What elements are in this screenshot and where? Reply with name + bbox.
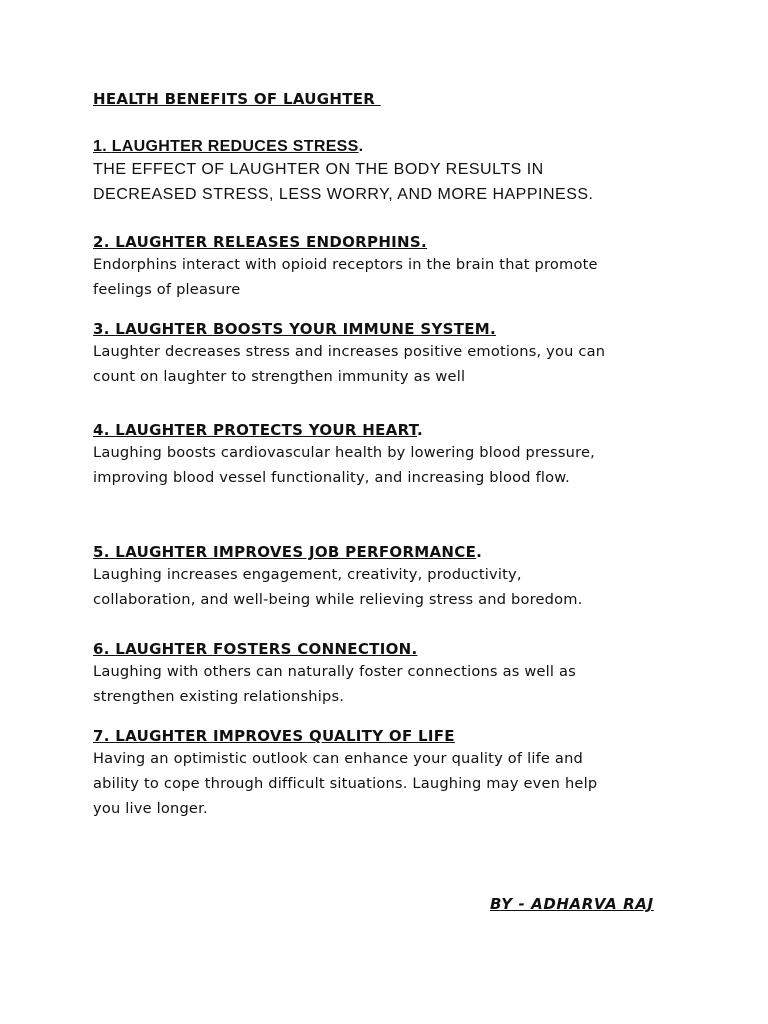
body-line: Laughing increases engagement, creativity, productivity, (93, 566, 522, 583)
section-number: 7 (93, 727, 104, 745)
section-number: 5 (93, 543, 104, 561)
section-heading: 4. LAUGHTER PROTECTS YOUR HEART. (93, 421, 423, 439)
section-heading-trail: . (417, 421, 423, 439)
section-heading-text: LAUGHTER IMPROVES JOB PERFORMANCE (115, 543, 477, 561)
section-1 (93, 138, 693, 207)
author-byline: BY - ADHARVA RAJ (490, 895, 654, 913)
section-body (93, 339, 693, 389)
section-body (93, 252, 693, 302)
section-heading-text: LAUGHTER RELEASES ENDORPHINS. (115, 233, 428, 251)
section-heading: 2. LAUGHTER RELEASES ENDORPHINS. (93, 233, 428, 251)
section-number: 6 (93, 640, 104, 658)
section-body (93, 659, 693, 709)
section-body (93, 746, 693, 821)
body-line: Laughing with others can naturally foster connections as well as (93, 663, 576, 680)
body-line: DECREASED STRESS, LESS WORRY, AND MORE HAPPINESS. (93, 186, 594, 203)
body-line: Laughing boosts cardiovascular health by lowering blood pressure, (93, 444, 596, 461)
body-line: feelings of pleasure (93, 281, 241, 298)
section-3 (93, 320, 693, 389)
body-line: strengthen existing relationships. (93, 688, 345, 705)
section-heading-text: LAUGHTER IMPROVES QUALITY OF LIFE (115, 727, 455, 745)
section-6 (93, 640, 693, 709)
body-line: improving blood vessel functionality, and increasing blood flow. (93, 469, 570, 486)
body-line: ability to cope through difficult situations. Laughing may even help (93, 775, 598, 792)
section-7 (93, 727, 693, 821)
section-number: 1 (93, 138, 103, 155)
section-2 (93, 233, 693, 302)
body-line: collaboration, and well-being while relieving stress and boredom. (93, 591, 583, 608)
body-line: Endorphins interact with opioid receptors in the brain that promote (93, 256, 598, 273)
section-heading-trail: . (476, 543, 483, 561)
section-heading-text: LAUGHTER PROTECTS YOUR HEART (115, 421, 417, 439)
section-body (93, 440, 693, 490)
section-heading-trail: . (358, 138, 364, 155)
section-heading: 6. LAUGHTER FOSTERS CONNECTION. (93, 640, 418, 658)
body-line: Laughter decreases stress and increases positive emotions, you can (93, 343, 606, 360)
section-number: 2 (93, 233, 104, 251)
section-body (93, 562, 693, 612)
section-heading: 1. LAUGHTER REDUCES STRESS. (93, 138, 364, 155)
body-line: you live longer. (93, 800, 208, 817)
section-heading: 7. LAUGHTER IMPROVES QUALITY OF LIFE (93, 727, 455, 745)
section-heading: 3. LAUGHTER BOOSTS YOUR IMMUNE SYSTEM. (93, 320, 497, 338)
section-heading-text: LAUGHTER BOOSTS YOUR IMMUNE SYSTEM. (115, 320, 497, 338)
section-number: 4 (93, 421, 104, 439)
section-heading-text: LAUGHTER FOSTERS CONNECTION. (115, 640, 418, 658)
body-line: THE EFFECT OF LAUGHTER ON THE BODY RESULTS IN (93, 161, 544, 178)
body-line: Having an optimistic outlook can enhance your quality of life and (93, 750, 583, 767)
section-5 (93, 543, 693, 612)
body-line: count on laughter to strengthen immunity as well (93, 368, 466, 385)
section-number: 3 (93, 320, 104, 338)
document-title: HEALTH BENEFITS OF LAUGHTER (93, 90, 381, 108)
section-heading-text: LAUGHTER REDUCES STRESS (111, 138, 359, 155)
section-heading: 5. LAUGHTER IMPROVES JOB PERFORMANCE. (93, 543, 483, 561)
section-4 (93, 421, 693, 490)
section-body (93, 157, 693, 207)
